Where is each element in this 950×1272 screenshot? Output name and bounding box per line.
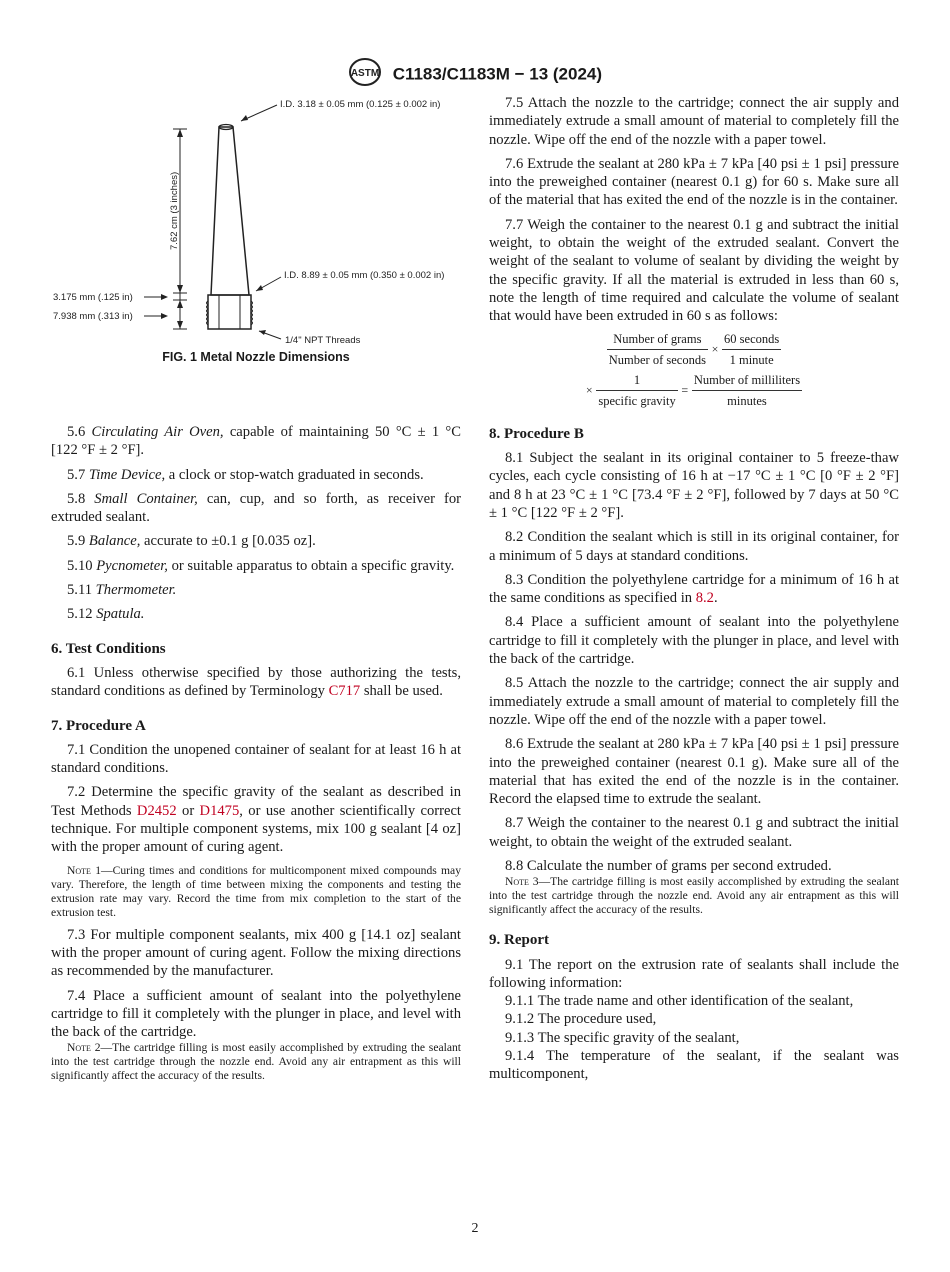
para-9-1-2: 9.1.2 The procedure used, bbox=[505, 1011, 657, 1028]
equation-line-2: × $\frac{1}{\text{specific gravity}}$ = $\frac{\text{Number of milliliters}}{\text{minutes}}$ bbox=[489, 371, 899, 411]
fraction-seconds-per-minute: $\frac{\text{60 seconds}}{\text{1 minute}}$ bbox=[724, 331, 780, 367]
para-8-4: 8.4 Place a sufficient amount of sealant into the polyethylene cartridge to fill it completely with the plunger in place, and level with the back of the cartridge. bbox=[489, 614, 899, 668]
link-c717[interactable]: C717 bbox=[328, 683, 361, 700]
svg-text:ASTM: ASTM bbox=[350, 68, 380, 79]
fraction-grams-per-seconds: $\frac{\text{Number of grams}}{\text{Number of seconds}}$ bbox=[608, 331, 706, 367]
para-9-1-4: 9.1.4 The temperature of the sealant, if the sealant was multicomponent, bbox=[489, 1048, 899, 1083]
para-7-6: 7.6 Extrude the sealant at 280 kPa ± 7 kPa [40 psi ± 1 psi] pressure into the preweighed container (nearest 0.1 g) for 60 s. Make sure all of the material that has exited the end of the nozzle is in the container. bbox=[489, 155, 899, 209]
svg-text:7.938 mm (.313 in): 7.938 mm (.313 in) bbox=[53, 311, 133, 322]
left-column bbox=[51, 423, 461, 1083]
section-8-heading: 8. Procedure B bbox=[489, 425, 584, 442]
svg-text:3.175 mm (.125 in): 3.175 mm (.125 in) bbox=[53, 292, 133, 303]
page-header bbox=[0, 57, 950, 92]
para-9-1-3: 9.1.3 The specific gravity of the sealant, bbox=[505, 1029, 740, 1046]
para-8-6: 8.6 Extrude the sealant at 280 kPa ± 7 kPa [40 psi ± 1 psi] pressure into the preweighed container (nearest 0.1 g). Make sure all of the material that has exited the end of the nozzle is in the container. Record the elapsed time to extrude the sealant. bbox=[489, 736, 899, 808]
para-5-9: 5.9 Balance, accurate to ±0.1 g [0.035 oz]. bbox=[67, 533, 316, 550]
section-7-heading: 7. Procedure A bbox=[51, 717, 146, 734]
para-7-1: 7.1 Condition the unopened container of sealant for at least 16 h at standard conditions. bbox=[51, 741, 461, 777]
svg-text:7.62 cm (3 inches): 7.62 cm (3 inches) bbox=[169, 171, 180, 250]
para-7-5: 7.5 Attach the nozzle to the cartridge; connect the air supply and immediately extrude a small amount of material to completely fill the nozzle. Wipe off the end of the nozzle with a paper towel. bbox=[489, 95, 899, 148]
nozzle-diagram bbox=[51, 95, 461, 350]
equation-line-1: $\frac{\text{Number of grams}}{\text{Number of seconds}}$ × $\frac{\text{60 seconds}}{\text{1 minute}}$ bbox=[489, 330, 899, 370]
link-d1475[interactable]: D1475 bbox=[199, 802, 240, 819]
para-5-8: 5.8 Small Container, can, cup, and so forth, as receiver for extruded sealant. bbox=[51, 490, 461, 526]
para-5-12: 5.12 Spatula. bbox=[67, 606, 145, 623]
para-7-4: 7.4 Place a sufficient amount of sealant into the polyethylene cartridge to fill it completely with the plunger in place, and level with the back of the cartridge. bbox=[51, 987, 461, 1041]
para-8-1: 8.1 Subject the sealant in its original container to 5 freeze-thaw cycles, each cycle consisting of 16 h at −17 °C ± 1 °C [0 °F ± 2 °F] and 8 h at 23 °C ± 1 °C [73.4 °F ± 2 °F], followed by 7 days at 50 °C ± 1 °C [122 °F ± 2 °F]. bbox=[489, 450, 899, 521]
para-5-7: 5.7 Time Device, a clock or stop-watch graduated in seconds. bbox=[67, 466, 424, 483]
para-5-10: 5.10 Pycnometer, or suitable apparatus to obtain a specific gravity. bbox=[67, 557, 455, 574]
note-1: Note 1—Curing times and conditions for multicomponent mixed compounds may vary. Therefore, the length of time between mixing the components and testing the extrusion rate may vary. Record the time from mix completion to the start of the extrusion test. bbox=[51, 863, 462, 919]
para-9-1: 9.1 The report on the extrusion rate of sealants shall include the following information: bbox=[489, 956, 899, 991]
para-8-7: 8.7 Weigh the container to the nearest 0.1 g and subtract the initial weight, to obtain the weight of the extruded sealant. bbox=[489, 815, 899, 850]
svg-text:1/4" NPT Threads: 1/4" NPT Threads bbox=[285, 335, 361, 346]
para-8-2: 8.2 Condition the sealant which is still in its original container, for a minimum of 5 days at standard conditions. bbox=[489, 529, 899, 564]
para-5-6: 5.6 Circulating Air Oven, capable of maintaining 50 °C ± 1 °C [122 °F ± 2 °F]. bbox=[51, 424, 461, 459]
para-9-1-1: 9.1.1 The trade name and other identification of the sealant, bbox=[505, 993, 854, 1010]
para-8-5: 8.5 Attach the nozzle to the cartridge; connect the air supply and immediately extrude a small amount of material to completely fill the nozzle. Wipe off the end of the nozzle with a paper towel. bbox=[489, 675, 899, 728]
figure-caption: FIG. 1 Metal Nozzle Dimensions bbox=[162, 350, 350, 364]
section-6-heading: 6. Test Conditions bbox=[51, 640, 166, 657]
note-3: Note 3—The cartridge filling is most easily accomplished by extruding the sealant into the test cartridge through the nozzle end. Avoid any air entrapment as this will significantly affect the accuracy of the results. bbox=[489, 875, 899, 917]
para-7-2: 7.2 Determine the specific gravity of the sealant as described in Test Methods D2452 or D1475, or use another scientifically correct technique. For multiple component systems, mix 100 g sealant [4 oz] with the proper amount of curing agent. bbox=[51, 784, 461, 856]
para-8-8: 8.8 Calculate the number of grams per second extruded. bbox=[505, 857, 832, 874]
para-5-11: 5.11 Thermometer. bbox=[67, 582, 177, 599]
para-8-3: 8.3 Condition the polyethylene cartridge for a minimum of 16 h at the same conditions as specified in 8.2. bbox=[489, 571, 899, 607]
link-d2452[interactable]: D2452 bbox=[136, 802, 177, 819]
svg-text:I.D. 3.18 ± 0.05 mm (0.125 ± 0: I.D. 3.18 ± 0.05 mm (0.125 ± 0.002 in) bbox=[280, 99, 441, 110]
para-7-3: 7.3 For multiple component sealants, mix 400 g [14.1 oz] sealant with the proper amount of curing agent. Follow the mixing directions as recommended by the manufacturer. bbox=[51, 926, 461, 980]
right-column bbox=[489, 94, 899, 1084]
para-7-7: 7.7 Weigh the container to the nearest 0.1 g and subtract the initial weight, to obtain the weight of the extruded sealant. Convert the weight of the sealant to volume of sealant by dividing the weight by the specific gravity. If all the material is extruded in less than 60 s, note the length of time required and calculate the volume of sealant that would have been extruded in 60 s as follows: bbox=[489, 216, 899, 325]
document-designation: C1183/C1183M − 13 (2024) bbox=[392, 64, 603, 84]
link-8-2[interactable]: 8.2 bbox=[695, 590, 714, 607]
note-2: Note 2—The cartridge filling is most easily accomplished by extruding the sealant into the test cartridge through the nozzle end. Avoid any air entrapment as this will significantly affect the accuracy of the results. bbox=[51, 1041, 461, 1083]
nozzle-figure bbox=[51, 95, 461, 370]
astm-logo-icon bbox=[348, 57, 382, 92]
fraction-one-over-gravity: $\frac{1}{\text{specific gravity}}$ bbox=[598, 373, 676, 409]
para-6-1: 6.1 Unless otherwise specified by those authorizing the tests, standard conditions as defined by Terminology C717 shall be used. bbox=[51, 664, 461, 700]
fraction-ml-per-minute: $\frac{\text{Number of milliliters}}{\text{minutes}}$ bbox=[693, 373, 801, 409]
section-9-heading: 9. Report bbox=[489, 932, 549, 949]
page-number: 2 bbox=[471, 1221, 479, 1236]
svg-text:I.D. 8.89 ± 0.05 mm (0.350 ± 0: I.D. 8.89 ± 0.05 mm (0.350 ± 0.002 in) bbox=[284, 270, 445, 281]
